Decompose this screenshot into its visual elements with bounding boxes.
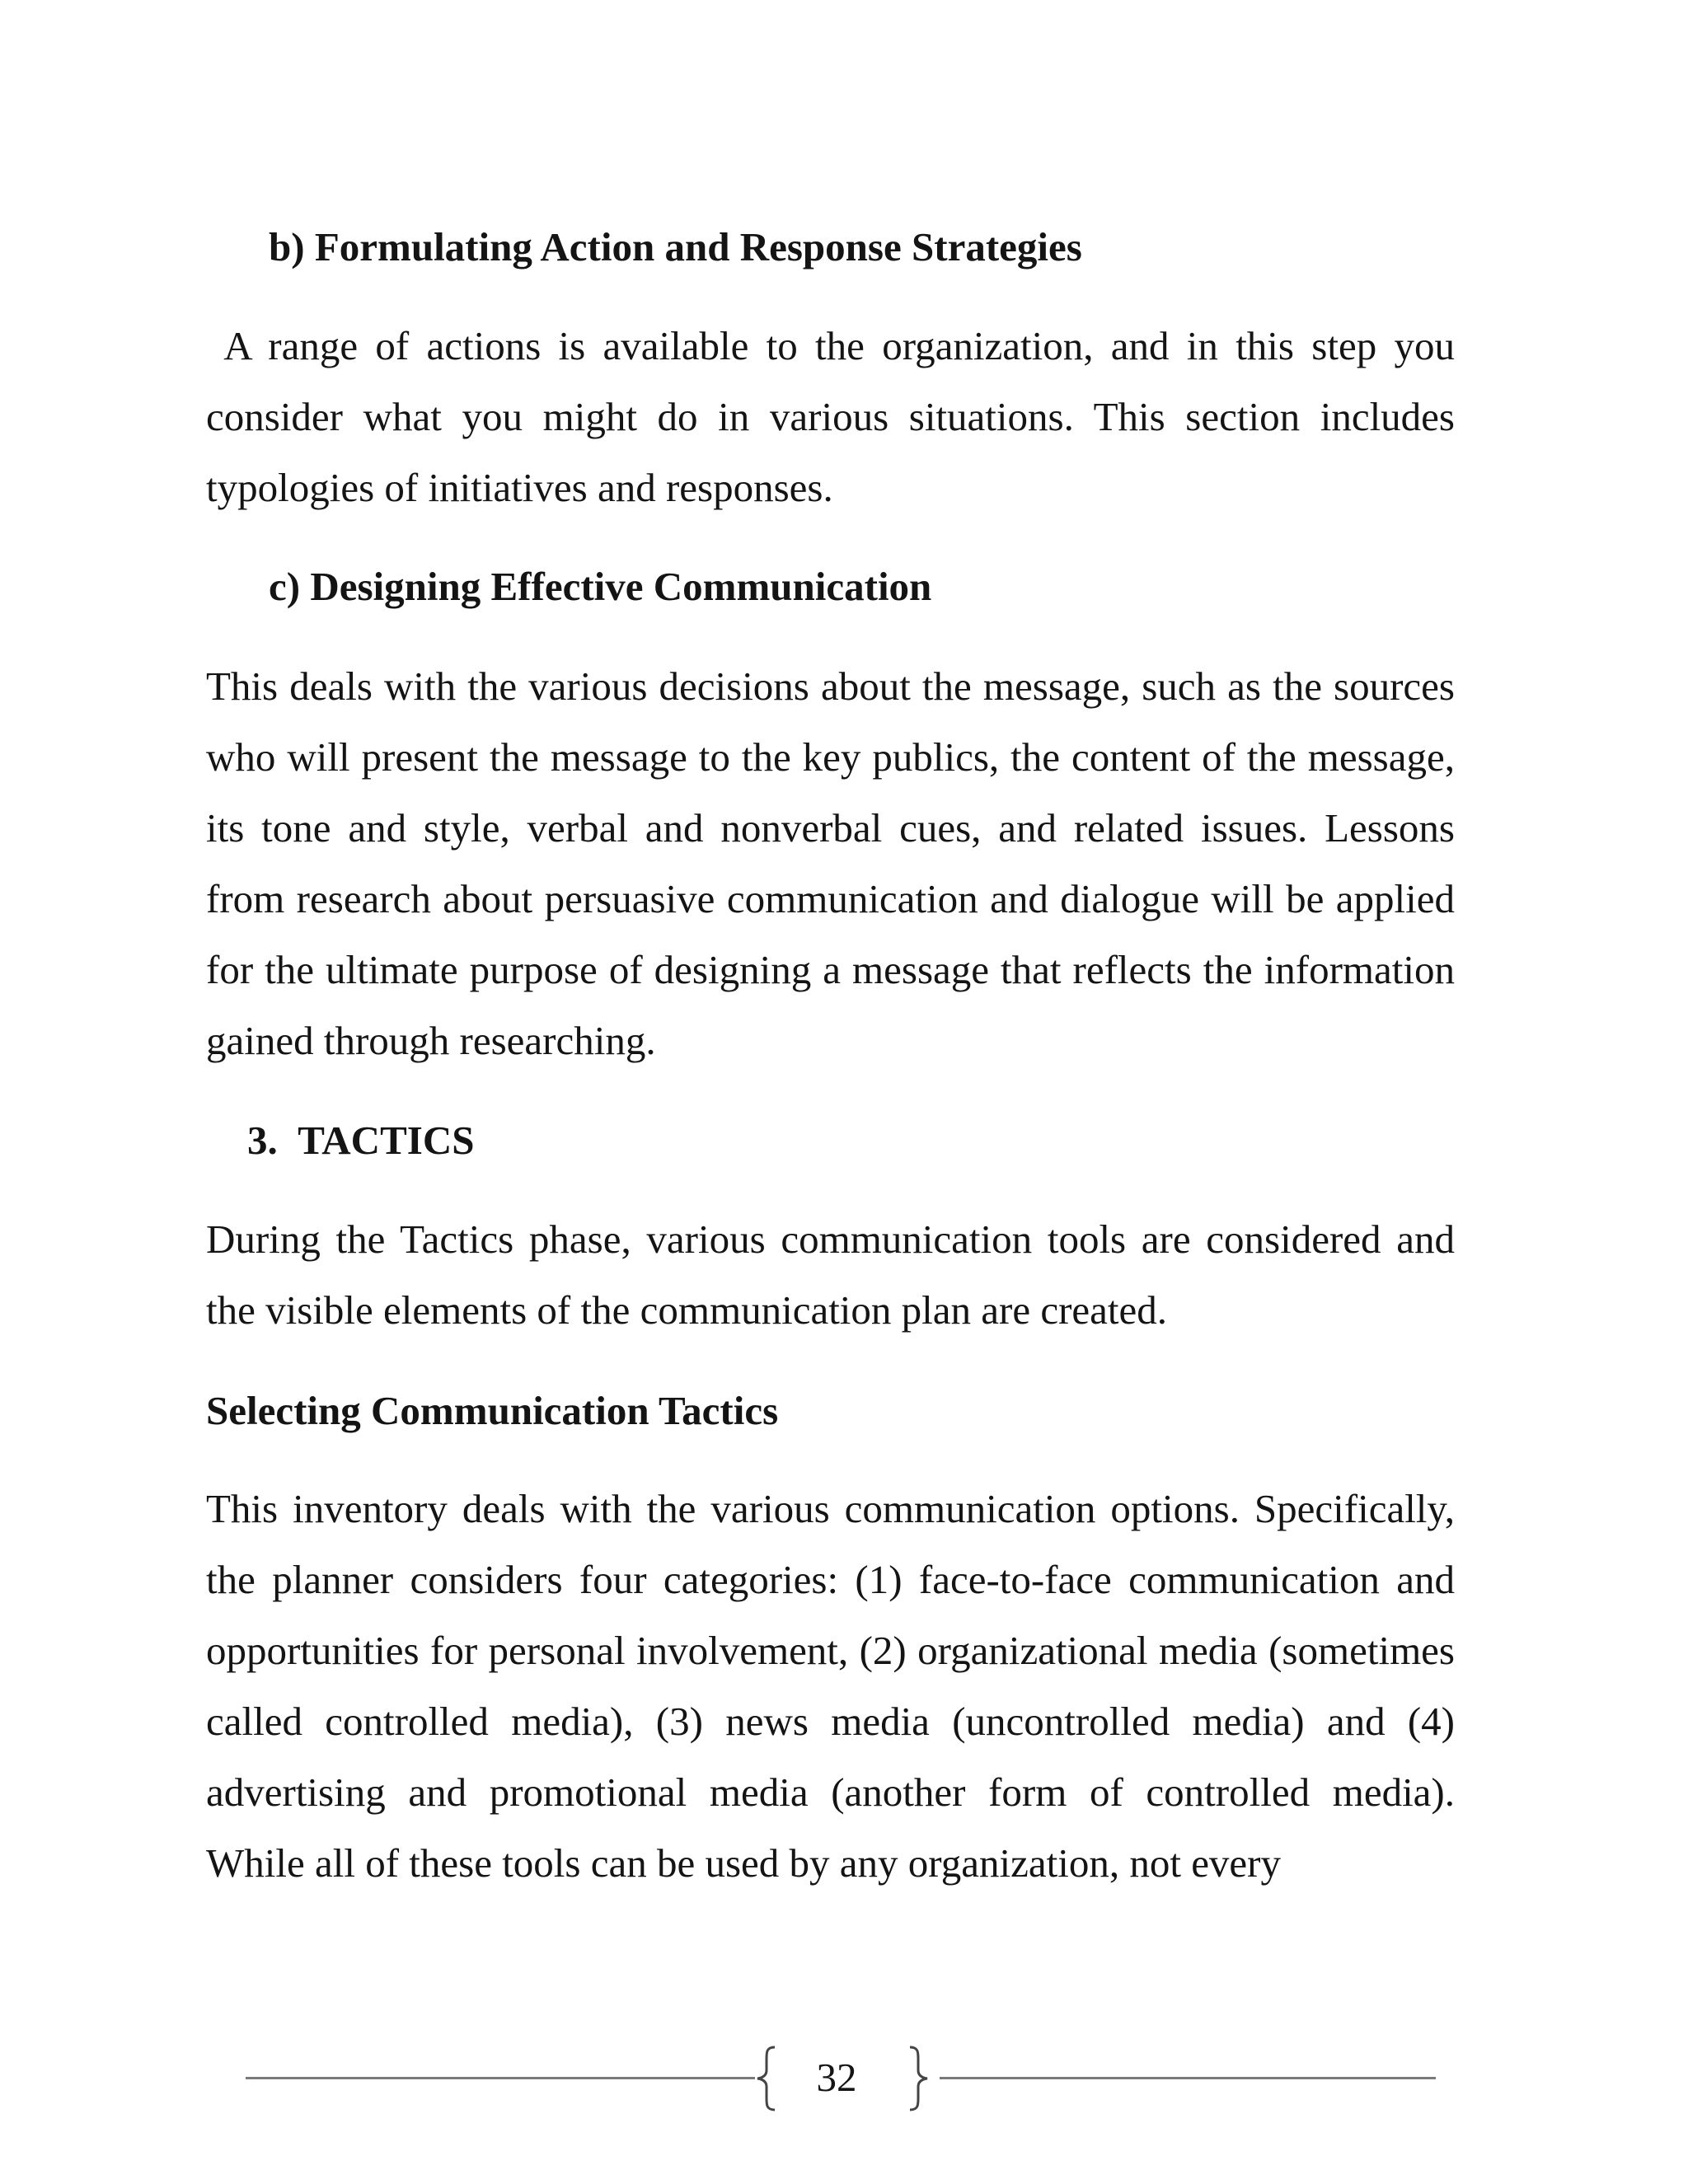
footer-rule-left xyxy=(246,2077,755,2079)
page-footer xyxy=(0,2034,1688,2125)
tactics-heading: 3. TACTICS xyxy=(247,1118,475,1163)
right-brace-icon xyxy=(905,2046,930,2111)
tactics-paragraph: During the Tactics phase, various communication tools are considered and the visible elements of the communication plan are created. xyxy=(206,1216,1455,1333)
selecting-tactics-paragraph: This inventory deals with the various communication options. Specifically, the planner considers four categories: (1) face-to-face communication and opportunities for personal involvement, (2) organizational media (sometimes called controlled media), (3) news media (uncontrolled media) and (4) advertising and promotional media (another form of controlled media). While all of these tools can be used by any organization, not every xyxy=(206,1486,1455,1886)
left-brace-icon xyxy=(755,2046,780,2111)
page-number: 32 xyxy=(816,2055,857,2100)
selecting-tactics-heading: Selecting Communication Tactics xyxy=(206,1388,779,1433)
section-b-paragraph: A range of actions is available to the organization, and in this step you consider what you might do in various situations. This section includes typologies of initiatives and responses. xyxy=(206,323,1455,510)
section-b-heading: b) Formulating Action and Response Strategies xyxy=(269,224,1082,269)
footer-rule-right xyxy=(940,2077,1436,2079)
section-c-heading: c) Designing Effective Communication xyxy=(269,564,932,609)
section-c-paragraph: This deals with the various decisions about the message, such as the sources who will present the message to the key publics, the content of the message, its tone and style, verbal and nonverbal cues, and related issues. Lessons from research about persuasive communication and dialogue will be applied for the ultimate purpose of designing a message that reflects the information gained through researching. xyxy=(206,663,1455,1063)
